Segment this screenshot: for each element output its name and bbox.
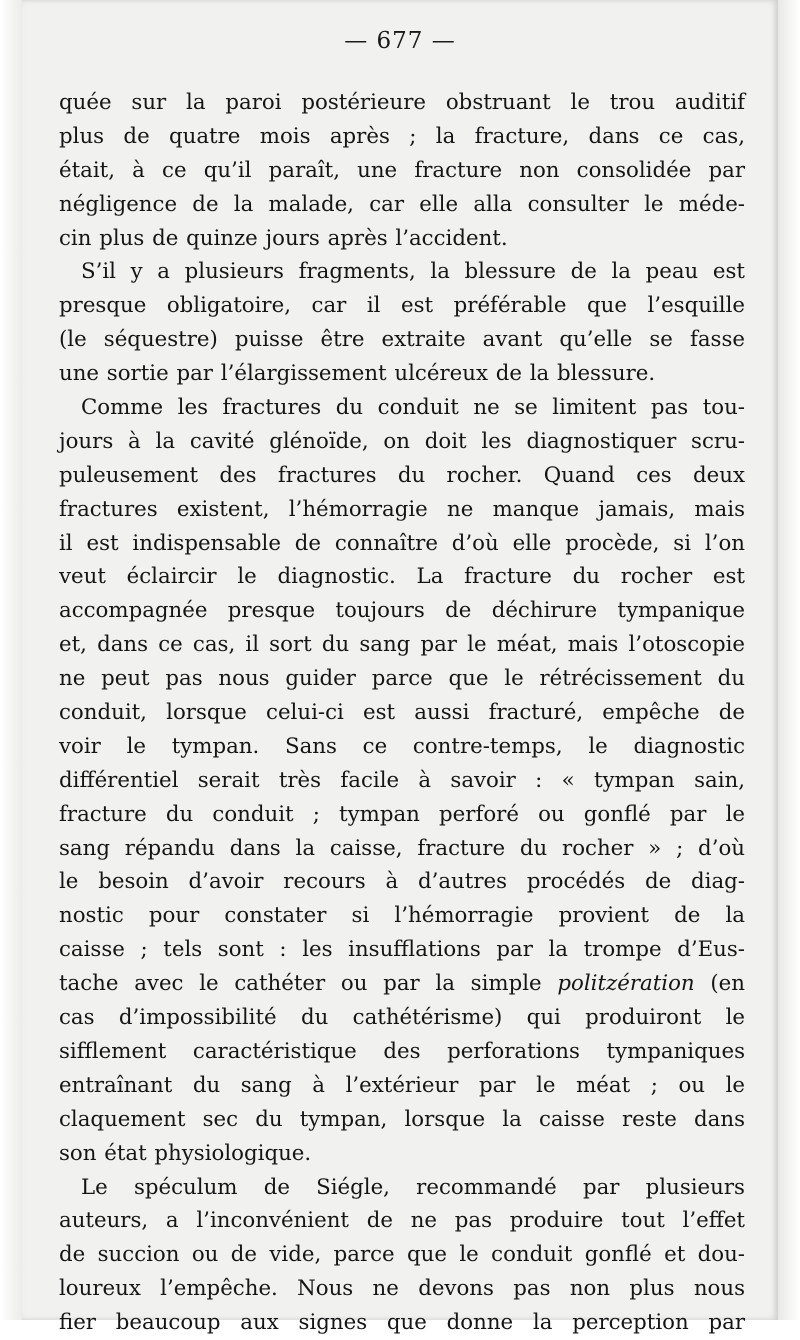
italic-term: politzération (557, 971, 695, 997)
text-line: fractures existent, l’hémorragie ne manque jamais, mais (59, 496, 745, 522)
text-line-with-italic (59, 967, 745, 1001)
text-line: cas d’impossibilité du cathétérisme) qui produiront le (59, 1005, 745, 1031)
page-number: — 677 — (344, 28, 456, 54)
text-line: sang répandu dans la caisse, fracture du rocher » ; d’où (59, 835, 745, 861)
text-line: négligence de la malade, car elle alla consulter le méde- (59, 191, 745, 217)
text-line: presque obligatoire, car il est préférable que l’esquille (59, 293, 745, 319)
text-line: de succion ou de vide, parce que le conduit gonflé et dou- (59, 1242, 745, 1268)
body-text (59, 86, 745, 1340)
text-line: une sortie par l’élargissement ulcéreux de la blessure. (59, 361, 656, 387)
text-line: était, à ce qu’il paraît, une fracture non consolidée par (59, 157, 745, 183)
text-segment: tache avec le cathéter ou par la simple (59, 971, 542, 997)
text-line: Comme les fractures du conduit ne se limitent pas tou- (81, 395, 745, 421)
text-line: puleusement des fractures du rocher. Quand ces deux (59, 462, 745, 488)
text-line: nostic pour constater si l’hémorragie provient de la (59, 903, 745, 929)
text-line: cin plus de quinze jours après l’accident. (59, 225, 508, 251)
text-line: son état physiologique. (59, 1140, 312, 1166)
text-line: loureux l’empêche. Nous ne devons pas non plus nous (59, 1276, 745, 1302)
text-line: plus de quatre mois après ; la fracture, dans ce cas, (59, 123, 745, 149)
text-segment: (en (694, 971, 745, 997)
text-line: veut éclaircir le diagnostic. La fracture du rocher est (59, 564, 745, 590)
text-line: ne peut pas nous guider parce que le rétrécissement du (59, 666, 745, 692)
text-line: accompagnée presque toujours de déchirure tympanique (59, 598, 745, 624)
text-line: sifflement caractéristique des perforations tympaniques (59, 1038, 745, 1064)
text-line: il est indispensable de connaître d’où elle procède, si l’on (59, 530, 745, 556)
text-line: jours à la cavité glénoïde, on doit les diagnostiquer scru- (59, 428, 745, 454)
scan-margin-right (778, 0, 800, 1320)
text-line: Le spéculum de Siégle, recommandé par plusieurs (81, 1174, 745, 1200)
text-line: conduit, lorsque celui-ci est aussi fracturé, empêche de (59, 700, 745, 726)
scan-margin-left (0, 0, 22, 1320)
text-line: voir le tympan. Sans ce contre-temps, le diagnostic (59, 733, 745, 759)
text-line: différentiel serait très facile à savoir : « tympan sain, (59, 767, 745, 793)
text-line: fier beaucoup aux signes que donne la perception par (59, 1310, 745, 1336)
text-line: quée sur la paroi postérieure obstruant le trou auditif (59, 90, 745, 115)
text-line: entraînant du sang à l’extérieur par le méat ; ou le (59, 1072, 745, 1098)
text-line: et, dans ce cas, il sort du sang par le méat, mais l’otoscopie (59, 632, 745, 658)
text-line: (le séquestre) puisse être extraite avant qu’elle se fasse (59, 327, 745, 353)
text-line: auteurs, a l’inconvénient de ne pas produire tout l’effet (59, 1208, 745, 1234)
text-line: S’il y a plusieurs fragments, la blessure de la peau est (81, 259, 745, 285)
text-line: le besoin d’avoir recours à d’autres procédés de diag- (59, 869, 745, 895)
text-line: fracture du conduit ; tympan perforé ou gonflé par le (59, 801, 745, 827)
text-line: claquement sec du tympan, lorsque la caisse reste dans (59, 1106, 745, 1132)
text-line: caisse ; tels sont : les insufflations par la trompe d’Eus- (59, 937, 745, 963)
